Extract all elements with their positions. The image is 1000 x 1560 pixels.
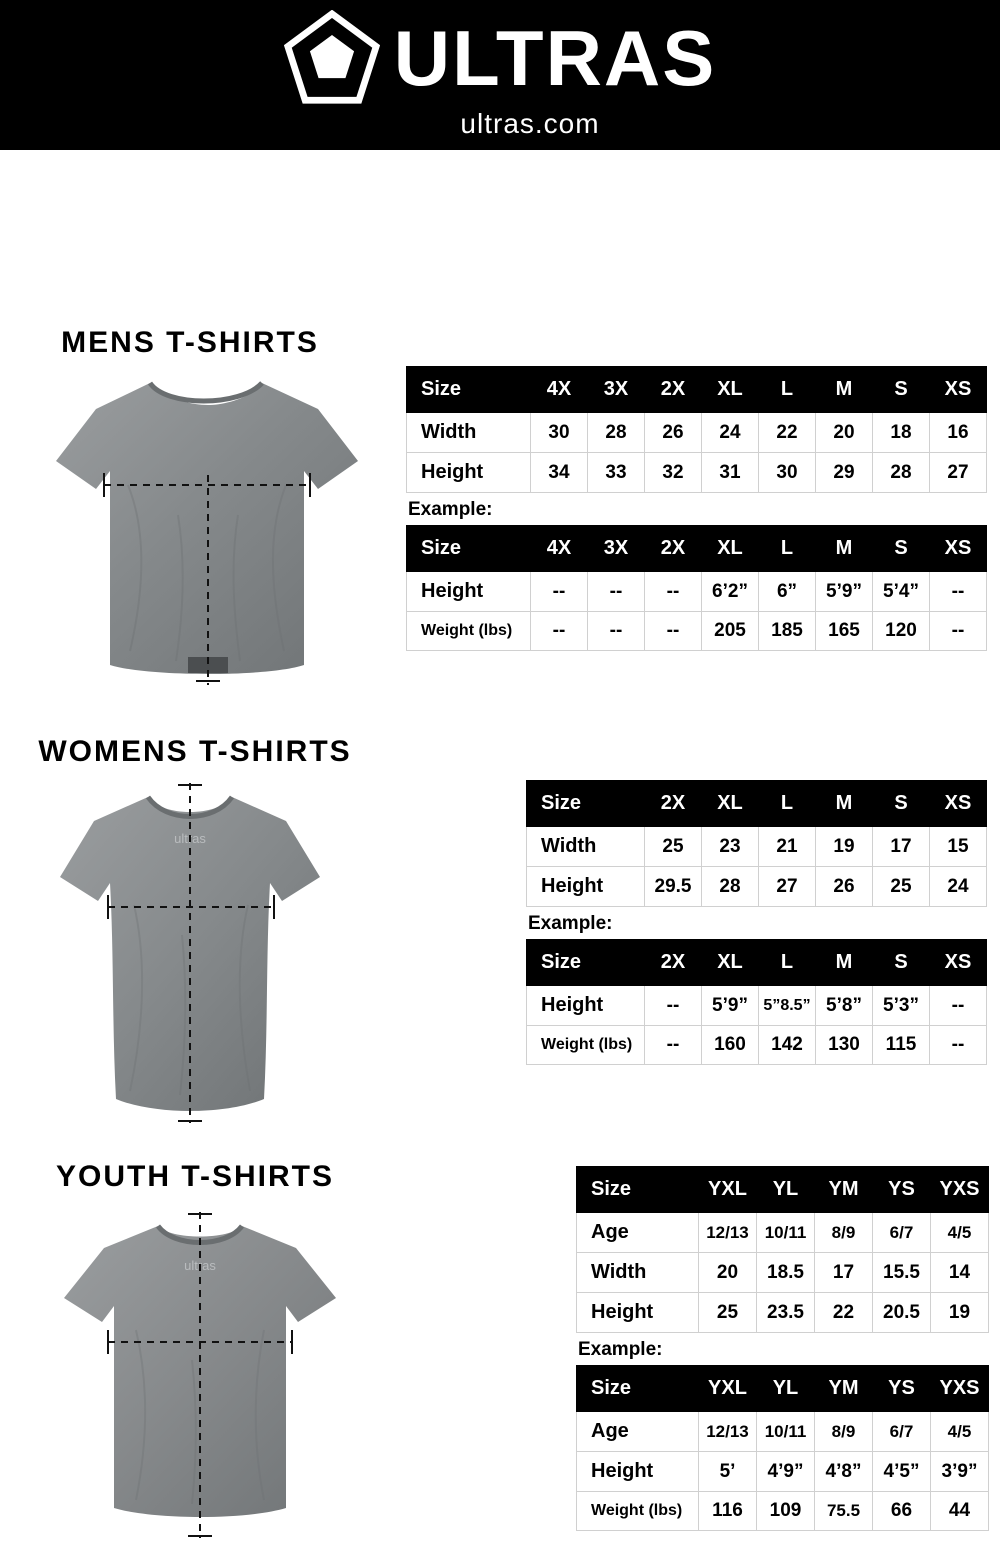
womens-tables <box>526 780 986 1065</box>
column-header: 4X <box>531 367 588 413</box>
cell: 44 <box>931 1492 989 1531</box>
cell: 116 <box>699 1492 757 1531</box>
column-header: S <box>873 940 930 986</box>
cell: 25 <box>645 827 702 867</box>
cell: 23.5 <box>757 1293 815 1333</box>
column-header: M <box>816 367 873 413</box>
table-row <box>577 1253 989 1293</box>
youth-example-label: Example: <box>578 1339 663 1360</box>
cell: 165 <box>816 612 873 651</box>
column-header: YXL <box>699 1366 757 1412</box>
table-header-row <box>577 1167 989 1213</box>
row-label: Weight (lbs) <box>527 1026 645 1065</box>
svg-text:ultras: ultras <box>174 831 206 846</box>
cell: 22 <box>815 1293 873 1333</box>
row-label: Width <box>527 827 645 867</box>
column-header: 4X <box>531 526 588 572</box>
column-header: S <box>873 781 930 827</box>
column-header: Size <box>407 526 531 572</box>
womens-section-title: WOMENS T-SHIRTS <box>38 735 352 768</box>
cell: 32 <box>645 453 702 493</box>
mens-example-label: Example: <box>408 499 493 520</box>
row-label: Height <box>527 986 645 1026</box>
table-row <box>577 1213 989 1253</box>
cell: 19 <box>816 827 873 867</box>
mens-section-title: MENS T-SHIRTS <box>61 326 319 359</box>
column-header: L <box>759 367 816 413</box>
column-header: L <box>759 526 816 572</box>
table-header-row <box>407 367 987 413</box>
youth-example-table <box>576 1365 989 1531</box>
column-header: L <box>759 940 816 986</box>
cell: 20 <box>816 413 873 453</box>
mens-example-table <box>406 525 987 651</box>
cell: 30 <box>759 453 816 493</box>
column-header: 2X <box>645 526 702 572</box>
cell: 20.5 <box>873 1293 931 1333</box>
table-row <box>527 827 987 867</box>
cell: 24 <box>930 867 987 907</box>
cell: 4/5 <box>931 1412 989 1452</box>
column-header: Size <box>577 1167 699 1213</box>
cell: 20 <box>699 1253 757 1293</box>
column-header: Size <box>577 1366 699 1412</box>
cell: 66 <box>873 1492 931 1531</box>
cell: 10/11 <box>757 1213 815 1253</box>
column-header: XL <box>702 367 759 413</box>
cell: 120 <box>873 612 930 651</box>
cell: 33 <box>588 453 645 493</box>
row-label: Height <box>577 1293 699 1333</box>
cell: 5’8” <box>816 986 873 1026</box>
cell: 5’9” <box>702 986 759 1026</box>
cell: 28 <box>702 867 759 907</box>
cell: 6/7 <box>873 1213 931 1253</box>
row-label: Weight (lbs) <box>407 612 531 651</box>
column-header: YL <box>757 1167 815 1213</box>
table-row <box>407 612 987 651</box>
column-header: 2X <box>645 940 702 986</box>
cell: 5”8.5” <box>759 986 816 1026</box>
column-header: YXS <box>931 1167 989 1213</box>
cell: 4’8” <box>815 1452 873 1492</box>
cell: 8/9 <box>815 1213 873 1253</box>
column-header: YM <box>815 1167 873 1213</box>
table-row <box>407 453 987 493</box>
cell: 12/13 <box>699 1412 757 1452</box>
cell: 17 <box>873 827 930 867</box>
mens-tshirt-illustration <box>18 365 388 695</box>
table-row <box>577 1492 989 1531</box>
column-header: 2X <box>645 367 702 413</box>
column-header: YM <box>815 1366 873 1412</box>
column-header: XL <box>702 526 759 572</box>
cell: -- <box>930 612 987 651</box>
cell: -- <box>645 1026 702 1065</box>
cell: 109 <box>757 1492 815 1531</box>
cell: 27 <box>759 867 816 907</box>
column-header: XL <box>702 781 759 827</box>
cell: 15 <box>930 827 987 867</box>
page-header <box>0 0 1000 150</box>
cell: 31 <box>702 453 759 493</box>
cell: -- <box>645 572 702 612</box>
cell: 28 <box>873 453 930 493</box>
column-header: XL <box>702 940 759 986</box>
cell: 5’9” <box>816 572 873 612</box>
table-row <box>577 1293 989 1333</box>
cell: -- <box>930 1026 987 1065</box>
cell: -- <box>930 986 987 1026</box>
cell: 6” <box>759 572 816 612</box>
womens-tshirt-illustration <box>30 765 350 1135</box>
cell: 3’9” <box>931 1452 989 1492</box>
column-header: M <box>816 526 873 572</box>
cell: 5’ <box>699 1452 757 1492</box>
womens-example-label: Example: <box>528 913 613 934</box>
cell: 5’3” <box>873 986 930 1026</box>
cell: 6/7 <box>873 1412 931 1452</box>
column-header: M <box>816 940 873 986</box>
youth-tables <box>576 1166 988 1531</box>
table-header-row <box>527 940 987 986</box>
column-header: 2X <box>645 781 702 827</box>
row-label: Height <box>577 1452 699 1492</box>
cell: -- <box>531 572 588 612</box>
cell: 130 <box>816 1026 873 1065</box>
cell: 185 <box>759 612 816 651</box>
row-label: Age <box>577 1412 699 1452</box>
cell: 29 <box>816 453 873 493</box>
table-row <box>577 1452 989 1492</box>
cell: 25 <box>699 1293 757 1333</box>
cell: 160 <box>702 1026 759 1065</box>
column-header: Size <box>527 781 645 827</box>
column-header: L <box>759 781 816 827</box>
cell: -- <box>531 612 588 651</box>
table-header-row <box>577 1366 989 1412</box>
cell: 30 <box>531 413 588 453</box>
cell: 5’4” <box>873 572 930 612</box>
cell: 21 <box>759 827 816 867</box>
youth-measure-table <box>576 1166 989 1333</box>
cell: 14 <box>931 1253 989 1293</box>
cell: 23 <box>702 827 759 867</box>
womens-measure-table <box>526 780 987 907</box>
pentagon-logo-icon <box>284 10 380 106</box>
cell: 17 <box>815 1253 873 1293</box>
brand-row <box>284 10 717 106</box>
column-header: M <box>816 781 873 827</box>
cell: -- <box>645 986 702 1026</box>
column-header: S <box>873 526 930 572</box>
cell: 34 <box>531 453 588 493</box>
cell: 29.5 <box>645 867 702 907</box>
column-header: Size <box>527 940 645 986</box>
cell: 25 <box>873 867 930 907</box>
column-header: YS <box>873 1167 931 1213</box>
cell: -- <box>588 612 645 651</box>
row-label: Age <box>577 1213 699 1253</box>
womens-example-table <box>526 939 987 1065</box>
cell: 27 <box>930 453 987 493</box>
cell: 205 <box>702 612 759 651</box>
column-header: YL <box>757 1366 815 1412</box>
youth-tshirt-illustration <box>40 1190 360 1560</box>
mens-measure-table <box>406 366 987 493</box>
mens-tables <box>406 366 986 651</box>
cell: -- <box>588 572 645 612</box>
cell: 19 <box>931 1293 989 1333</box>
column-header: Size <box>407 367 531 413</box>
column-header: XS <box>930 940 987 986</box>
table-row <box>407 572 987 612</box>
cell: 18.5 <box>757 1253 815 1293</box>
column-header: YXL <box>699 1167 757 1213</box>
table-row <box>527 867 987 907</box>
cell: 16 <box>930 413 987 453</box>
table-row <box>527 1026 987 1065</box>
column-header: 3X <box>588 526 645 572</box>
table-header-row <box>527 781 987 827</box>
table-row <box>527 986 987 1026</box>
cell: 26 <box>645 413 702 453</box>
cell: 22 <box>759 413 816 453</box>
cell: 10/11 <box>757 1412 815 1452</box>
cell: 8/9 <box>815 1412 873 1452</box>
cell: 4’5” <box>873 1452 931 1492</box>
column-header: S <box>873 367 930 413</box>
brand-name: ULTRAS <box>393 13 717 102</box>
cell: 4/5 <box>931 1213 989 1253</box>
cell: 115 <box>873 1026 930 1065</box>
row-label: Height <box>527 867 645 907</box>
table-row <box>407 413 987 453</box>
column-header: YXS <box>931 1366 989 1412</box>
table-header-row <box>407 526 987 572</box>
column-header: XS <box>930 526 987 572</box>
column-header: YS <box>873 1366 931 1412</box>
row-label: Width <box>577 1253 699 1293</box>
cell: 12/13 <box>699 1213 757 1253</box>
cell: 15.5 <box>873 1253 931 1293</box>
column-header: XS <box>930 781 987 827</box>
cell: 75.5 <box>815 1492 873 1531</box>
row-label: Height <box>407 453 531 493</box>
row-label: Width <box>407 413 531 453</box>
column-header: 3X <box>588 367 645 413</box>
youth-section-title: YOUTH T-SHIRTS <box>55 1160 334 1193</box>
cell: 142 <box>759 1026 816 1065</box>
brand-url: ultras.com <box>460 108 600 139</box>
cell: 28 <box>588 413 645 453</box>
cell: 18 <box>873 413 930 453</box>
row-label: Weight (lbs) <box>577 1492 699 1531</box>
cell: -- <box>645 612 702 651</box>
column-header: XS <box>930 367 987 413</box>
cell: 26 <box>816 867 873 907</box>
cell: 4’9” <box>757 1452 815 1492</box>
row-label: Height <box>407 572 531 612</box>
cell: -- <box>930 572 987 612</box>
svg-text:ultras: ultras <box>184 1258 216 1273</box>
cell: 24 <box>702 413 759 453</box>
table-row <box>577 1412 989 1452</box>
cell: 6’2” <box>702 572 759 612</box>
